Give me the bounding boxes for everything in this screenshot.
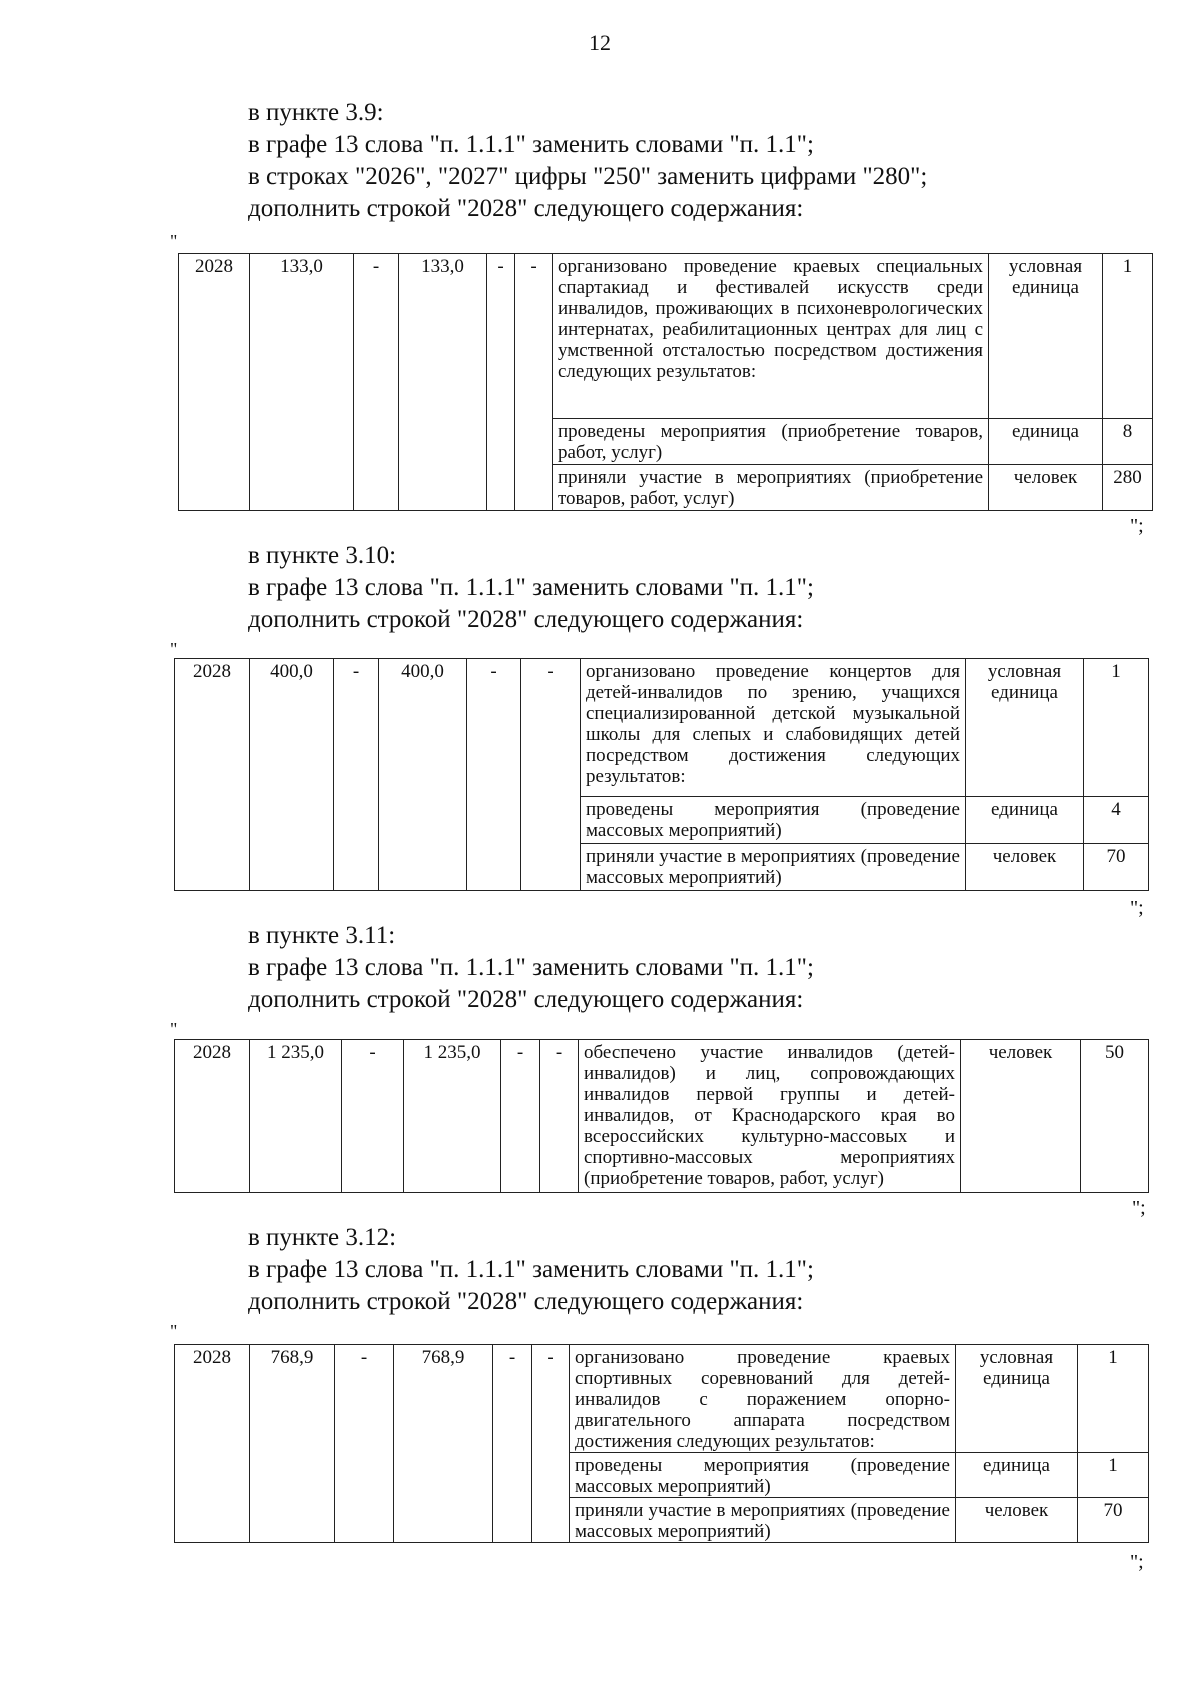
result-text: приняли участие в мероприятиях (проведение массовых мероприятий) [570, 1498, 956, 1543]
section-3-10 [0, 540, 1200, 636]
regional-cell: 1 235,0 [404, 1040, 501, 1193]
close-quote: "; [1132, 1197, 1146, 1219]
section-3-9 [0, 97, 1200, 225]
table-row [179, 254, 1153, 419]
amendment-text: в графе 13 слова "п. 1.1.1" заменить словами "п. 1.1"; [248, 1256, 814, 1283]
extra-cell: - [540, 1040, 579, 1193]
amendment-table [178, 253, 1153, 511]
amendment-text: в графе 13 слова "п. 1.1.1" заменить словами "п. 1.1"; [248, 131, 814, 158]
amendment-table [174, 658, 1149, 891]
result-text: приняли участие в мероприятиях (приобретение товаров, работ, услуг) [553, 465, 989, 511]
regional-cell: 400,0 [379, 659, 467, 891]
open-quote: " [170, 639, 178, 659]
result-text: организовано проведение краевых спортивных соревнований для детей-инвалидов с поражением опорно-двигательного аппарата посредством достижения следующих результатов: [570, 1345, 956, 1453]
value-cell: 50 [1081, 1040, 1149, 1193]
result-text: проведены мероприятия (проведение массовых мероприятий) [570, 1453, 956, 1498]
close-quote: "; [1130, 897, 1144, 919]
year-cell: 2028 [179, 254, 250, 511]
amendment-table [174, 1344, 1149, 1543]
total-cell: 133,0 [250, 254, 354, 511]
unit-cell: условная единица [956, 1345, 1078, 1453]
value-cell: 70 [1078, 1498, 1149, 1543]
section-3-12 [0, 1222, 1200, 1318]
year-cell: 2028 [175, 659, 250, 891]
unit-cell: единица [956, 1453, 1078, 1498]
federal-cell: - [342, 1040, 404, 1193]
federal-cell: - [354, 254, 399, 511]
result-text: обеспечено участие инвалидов (детей-инвалидов) и лиц, сопровождающих инвалидов первой группы и детей-инвалидов, от Краснодарского края во всероссийских культурно-массовых и спортивно-массовых мероприятиях (приобретение товаров, работ, услуг) [579, 1040, 961, 1193]
amendment-text: дополнить строкой "2028" следующего содержания: [248, 606, 804, 633]
local-cell: - [487, 254, 515, 511]
regional-cell: 133,0 [399, 254, 487, 511]
total-cell: 768,9 [250, 1345, 335, 1543]
unit-cell: условная единица [989, 254, 1103, 419]
total-cell: 1 235,0 [250, 1040, 342, 1193]
value-cell: 1 [1078, 1453, 1149, 1498]
unit-cell: человек [956, 1498, 1078, 1543]
value-cell: 1 [1078, 1345, 1149, 1453]
value-cell: 1 [1084, 659, 1149, 797]
amendment-heading: в пункте 3.10: [248, 542, 397, 569]
amendment-text: дополнить строкой "2028" следующего содержания: [248, 986, 804, 1013]
amendment-heading: в пункте 3.9: [248, 99, 384, 126]
local-cell: - [467, 659, 521, 891]
value-cell: 4 [1084, 797, 1149, 844]
amendment-table [174, 1039, 1149, 1193]
close-quote: "; [1130, 515, 1144, 537]
amendment-text: в графе 13 слова "п. 1.1.1" заменить словами "п. 1.1"; [248, 954, 814, 981]
result-text: организовано проведение краевых специальных спартакиад и фестивалей искусств среди инвалидов, проживающих в психоневрологических интернатах, реабилитационных центрах для лиц с умственной отсталостью посредством достижения следующих результатов: [553, 254, 989, 419]
table-row [175, 1345, 1149, 1453]
extra-cell: - [532, 1345, 570, 1543]
amendment-heading: в пункте 3.11: [248, 922, 396, 949]
page-number: 12 [589, 30, 611, 55]
unit-cell: человек [966, 844, 1084, 891]
unit-cell: человек [989, 465, 1103, 511]
open-quote: " [170, 1321, 178, 1341]
local-cell: - [501, 1040, 540, 1193]
unit-cell: человек [961, 1040, 1081, 1193]
extra-cell: - [515, 254, 553, 511]
unit-cell: условная единица [966, 659, 1084, 797]
unit-cell: единица [966, 797, 1084, 844]
result-text: приняли участие в мероприятиях (проведение массовых мероприятий) [581, 844, 966, 891]
value-cell: 8 [1103, 419, 1153, 465]
year-cell: 2028 [175, 1040, 250, 1193]
result-text: проведены мероприятия (проведение массовых мероприятий) [581, 797, 966, 844]
amendment-text: дополнить строкой "2028" следующего содержания: [248, 1288, 804, 1315]
federal-cell: - [334, 659, 379, 891]
total-cell: 400,0 [250, 659, 334, 891]
open-quote: " [170, 231, 178, 251]
year-cell: 2028 [175, 1345, 250, 1543]
close-quote: "; [1130, 1551, 1144, 1573]
amendment-text: дополнить строкой "2028" следующего содержания: [248, 195, 804, 222]
local-cell: - [493, 1345, 532, 1543]
open-quote: " [170, 1019, 178, 1039]
value-cell: 1 [1103, 254, 1153, 419]
value-cell: 70 [1084, 844, 1149, 891]
table-row [175, 659, 1149, 797]
unit-cell: единица [989, 419, 1103, 465]
regional-cell: 768,9 [394, 1345, 493, 1543]
section-3-11 [0, 920, 1200, 1016]
table-row [175, 1040, 1149, 1193]
federal-cell: - [335, 1345, 394, 1543]
amendment-heading: в пункте 3.12: [248, 1224, 397, 1251]
value-cell: 280 [1103, 465, 1153, 511]
result-text: проведены мероприятия (приобретение товаров, работ, услуг) [553, 419, 989, 465]
extra-cell: - [521, 659, 581, 891]
amendment-text: в графе 13 слова "п. 1.1.1" заменить словами "п. 1.1"; [248, 574, 814, 601]
amendment-text: в строках "2026", "2027" цифры "250" заменить цифрами "280"; [248, 163, 928, 190]
result-text: организовано проведение концертов для детей-инвалидов по зрению, учащихся специализированной детской музыкальной школы для слепых и слабовидящих детей посредством достижения следующих результатов: [581, 659, 966, 797]
